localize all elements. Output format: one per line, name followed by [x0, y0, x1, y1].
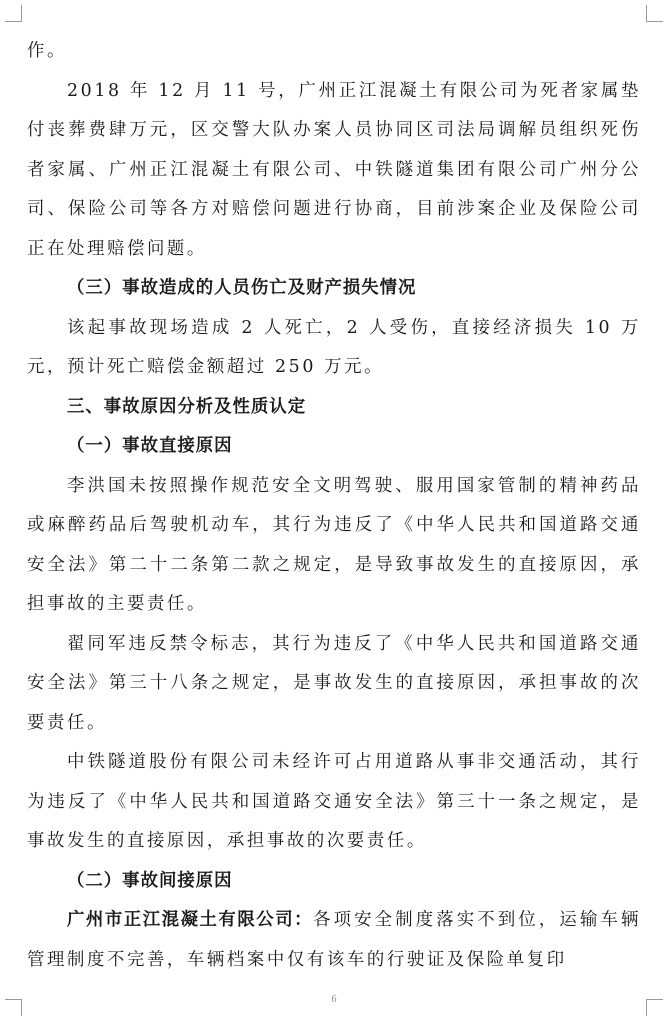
paragraph-direct-cause-driver: 李洪国未按照操作规范安全文明驾驶、服用国家管制的精神药品或麻醉药品后驾驶机动车，其行为违反了《中华人民共和国道路交通安全法》第二十二条第二款之规定，是导致事故发生的直接原因，承担事故的主要责任。	[27, 475, 641, 614]
indirect-cause-text: 各项安全制度落实不到位，运输车辆管理制度不完善，车辆档案中仅有该车的行驶证及保险单复印	[27, 910, 641, 970]
paragraph-direct-cause-sign: 翟同军违反禁令标志，其行为违反了《中华人民共和国道路交通安全法》第三十八条之规定，是事故发生的直接原因，承担事故的次要责任。	[27, 633, 641, 733]
paragraph-indirect-cause-company	[27, 901, 641, 980]
paragraph-casualties: 该起事故现场造成 2 人死亡，2 人受伤，直接经济损失 10 万元，预计死亡赔偿金额超过 250 万元。	[27, 317, 641, 377]
crop-mark-top-left	[5, 5, 22, 22]
heading-indirect-causes: （二）事故间接原因	[67, 870, 233, 891]
paragraph-compensation: 2018 年 12 月 11 号，广州正江混凝土有限公司为死者家属垫付丧葬费肆万元，区交警大队办案人员协同区司法局调解员组织死伤者家属、广州正江混凝土有限公司、中铁隧道集团有限公司广州分公司、保险公司等各方对赔偿问题进行协商，目前涉案企业及保险公司正在处理赔偿问题。	[27, 80, 641, 259]
heading-direct-causes: （一）事故直接原因	[67, 436, 233, 456]
heading-casualties-losses: （三）事故造成的人员伤亡及财产损失情况	[67, 278, 417, 298]
paragraph-continuation: 作。	[27, 41, 67, 61]
crop-mark-top-right	[646, 5, 663, 22]
paragraph-direct-cause-road-occupation: 中铁隧道股份有限公司未经许可占用道路从事非交通活动，其行为违反了《中华人民共和国道路交通安全法》第三十一条之规定，是事故发生的直接原因，承担事故的次要责任。	[27, 752, 641, 851]
document-page	[27, 32, 641, 980]
heading-cause-analysis: 三、事故原因分析及性质认定	[67, 396, 307, 417]
page-number: 6	[331, 994, 337, 1005]
company-name-lead: 广州市正江混凝土有限公司：	[67, 910, 314, 930]
